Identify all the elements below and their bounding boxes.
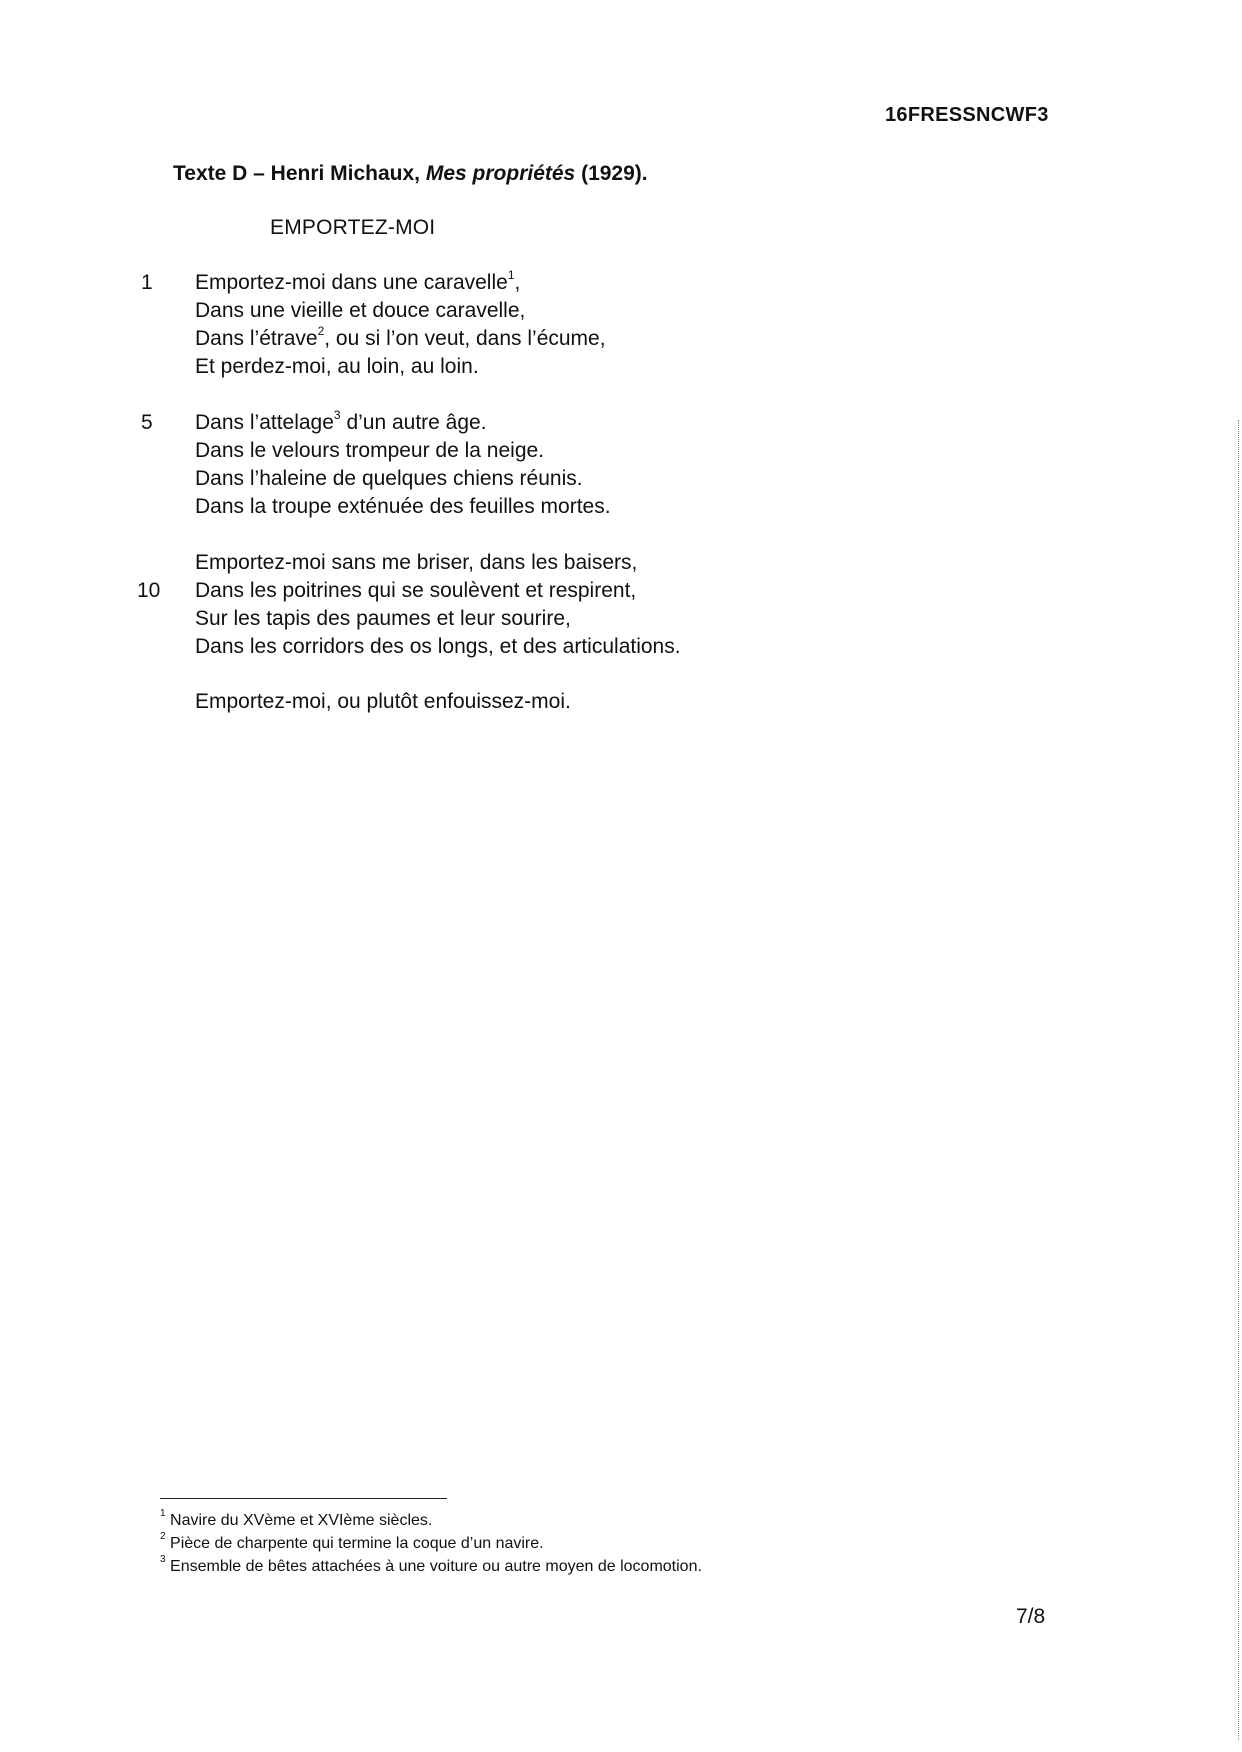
poem-line: Dans le velours trompeur de la neige. (195, 439, 545, 462)
heading-work-title: Mes propriétés (425, 162, 576, 185)
footnote: $^3$ Ensemble de bêtes attachées à une voiture ou autre moyen de locomotion. (160, 1553, 702, 1575)
scan-edge-line (1238, 420, 1239, 1740)
heading-year: (1929). (575, 162, 648, 185)
page-number: 7/8 (1016, 1605, 1046, 1628)
poem-line: Dans la troupe exténuée des feuilles mortes. (195, 495, 611, 518)
poem-line: Dans l’haleine de quelques chiens réunis. (195, 467, 583, 490)
poem-line: Dans les corridors des os longs, et des articulations. (195, 635, 681, 658)
poem-line: Emportez-moi, ou plutôt enfouissez-moi. (195, 690, 571, 713)
footnote-marker: 3 (333, 408, 341, 422)
document-code: 16FRESSNCWF3 (885, 104, 1049, 126)
poem-line: Sur les tapis des paumes et leur sourire, (195, 607, 571, 630)
footnote: $^2$ Pièce de charpente qui termine la coque d’un navire. (160, 1530, 544, 1552)
footnote-marker: 1 (507, 268, 515, 282)
poem-line: Emportez-moi sans me briser, dans les baisers, (195, 551, 638, 574)
heading-author: Texte D – Henri Michaux, (173, 162, 426, 185)
footnote-number: 3 (160, 1553, 166, 1565)
footnote-number: 2 (160, 1530, 166, 1542)
footnote-number: 1 (160, 1507, 166, 1519)
poem-line: Dans l’attelage$^3$ d’un autre âge. (195, 408, 487, 434)
line-number: 10 (137, 579, 161, 602)
poem-line: Emportez-moi dans une caravelle$^1$, (195, 268, 521, 294)
footnote-divider (160, 1498, 447, 1499)
footnote-marker: 2 (317, 324, 325, 338)
poem-line: Dans les poitrines qui se soulèvent et respirent, (195, 579, 637, 602)
poem-line: Et perdez-moi, au loin, au loin. (195, 355, 479, 378)
poem-title: EMPORTEZ-MOI (270, 216, 436, 239)
line-number: 1 (141, 271, 153, 294)
text-heading (173, 162, 648, 186)
poem-line: Dans l’étrave$^2$, ou si l’on veut, dans l’écume, (195, 324, 606, 350)
line-number: 5 (141, 411, 153, 434)
poem-line: Dans une vieille et douce caravelle, (195, 299, 526, 322)
footnote: $^1$ Navire du XVème et XVIème siècles. (160, 1507, 433, 1529)
